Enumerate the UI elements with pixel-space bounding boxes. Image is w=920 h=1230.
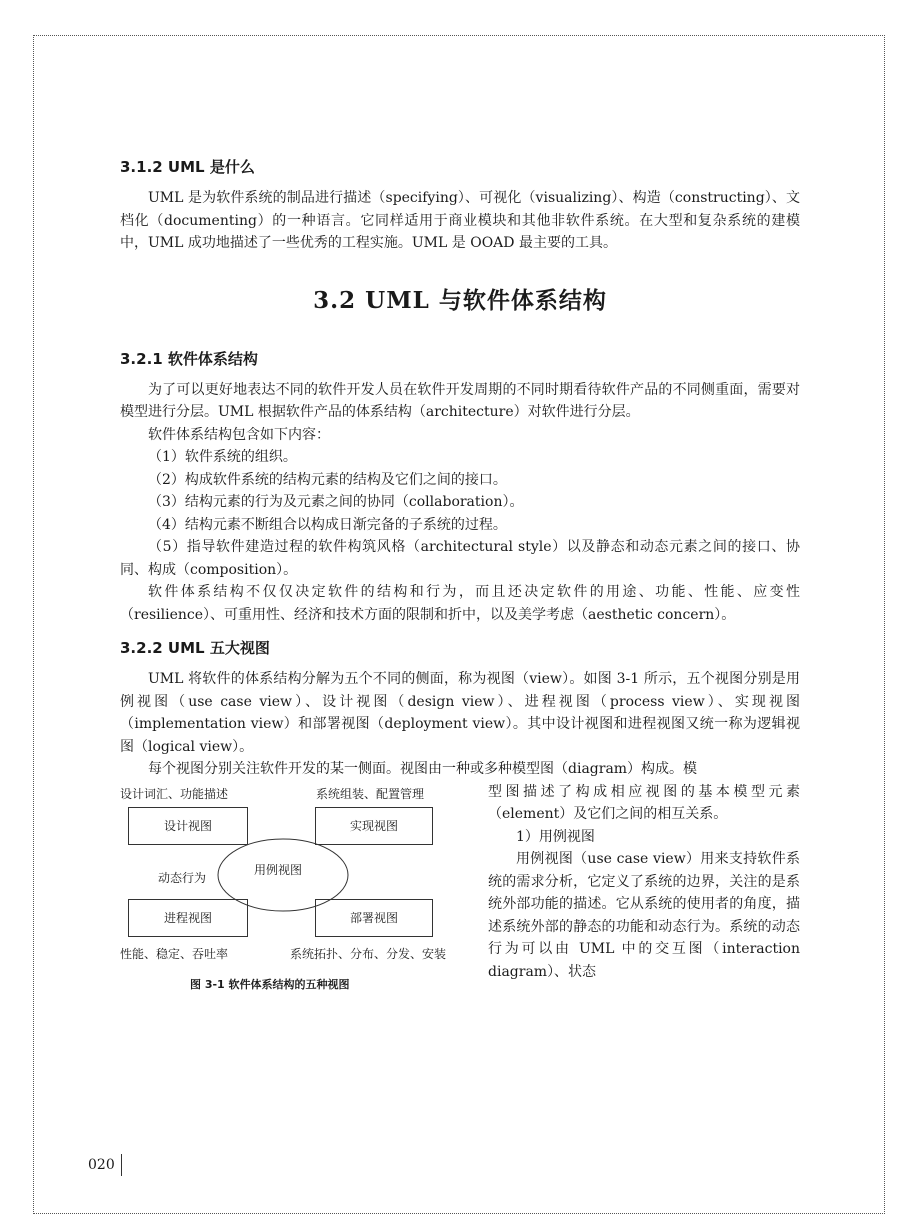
figure-label-dynamic: 动态行为 (158, 870, 207, 885)
paragraph-five-views: UML 将软件的体系结构分解为五个不同的侧面，称为视图（view）。如图 3-1 所示，五个视图分别是用例视图（use case view）、设计视图（design view）、进程视图（process view）、实现视图（implementation view）和部署视图（deployment view）。其中设计视图和进程视图又统一称为逻辑视图（logical view）。 (120, 671, 800, 755)
paragraph-diagram-cont: 型图描述了构成相应视图的基本模型元素（element）及它们之间的相互关系。 (488, 783, 800, 822)
section-heading-3-1-2: 3.1.2 UML 是什么 (120, 158, 255, 176)
paragraph-contents-intro: 软件体系结构包含如下内容： (148, 426, 330, 443)
use-case-view-label: 用例视图 (254, 862, 303, 877)
list-item: （4）结构元素不断组合以构成日渐完备的子系统的过程。 (148, 516, 507, 533)
paragraph-use-case-view: 用例视图（use case view）用来支持软件系统的需求分析，它定义了系统的边界，关注的是系统外部功能的描述。它从系统的使用者的角度，描述系统外部的静态的功能和动态行为。系统的动态行为可以由 UML 中的交互图（interaction diagram）、状态 (488, 851, 800, 980)
figure-label-deploy-bottom: 系统拓扑、分布、分发、安装 (290, 946, 447, 961)
design-view-box: 设计视图 (128, 807, 248, 845)
section-heading-3-2-2: 3.2.2 UML 五大视图 (120, 639, 270, 657)
figure-3-1 (120, 781, 485, 1051)
section-heading-3-2: 3.2 UML 与软件体系结构 (313, 286, 607, 314)
list-item: （3）结构元素的行为及元素之间的协同（collaboration）。 (148, 494, 524, 510)
figure-caption: 图 3-1 软件体系结构的五种视图 (190, 977, 350, 991)
deployment-view-box: 部署视图 (315, 899, 433, 937)
section-heading-3-2-1: 3.2.1 软件体系结构 (120, 349, 258, 368)
subheading-use-case-view: 1）用例视图 (516, 828, 595, 845)
figure-label-impl-top: 系统组装、配置管理 (316, 786, 425, 801)
figure-and-text-block (120, 781, 800, 1071)
right-column-text (488, 781, 800, 984)
list-item: （5）指导软件建造过程的软件构筑风格（architectural style）以及静态和动态元素之间的接口、协同、构成（composition）。 (120, 539, 800, 578)
process-view-box: 进程视图 (128, 899, 248, 937)
figure-label-process-bottom: 性能、稳定、吞吐率 (120, 946, 229, 961)
paragraph-uml-definition: UML 是为软件系统的制品进行描述（specifying）、可视化（visualizing）、构造（constructing）、文档化（documenting）的一种语言。它同样适用于商业模块和其他非软件系统。在大型和复杂系统的建模中，UML 成功地描述了一些优秀的工程实施。UML 是 OOAD 最主要的工具。 (120, 190, 800, 251)
page-number: 020 (88, 1157, 115, 1173)
page-number-divider (121, 1154, 122, 1176)
paragraph-diagram-intro: 每个视图分别关注软件开发的某一侧面。视图由一种或多种模型图（diagram）构成。模 (148, 761, 698, 777)
page-content (120, 155, 800, 1071)
figure-label-design-top: 设计词汇、功能描述 (120, 786, 229, 801)
paragraph-layering: 为了可以更好地表达不同的软件开发人员在软件开发周期的不同时期看待软件产品的不同侧重面，需要对模型进行分层。UML 根据软件产品的体系结构（architecture）对软件进行分层。 (120, 381, 800, 420)
list-item: （2）构成软件系统的结构元素的结构及它们之间的接口。 (148, 471, 507, 488)
implementation-view-box: 实现视图 (315, 807, 433, 845)
paragraph-architecture-decides: 软件体系结构不仅仅决定软件的结构和行为，而且还决定软件的用途、功能、性能、应变性（resilience）、可重用性、经济和技术方面的限制和折中，以及美学考虑（aesthetic concern）。 (120, 584, 800, 623)
list-item: （1）软件系统的组织。 (148, 449, 297, 465)
